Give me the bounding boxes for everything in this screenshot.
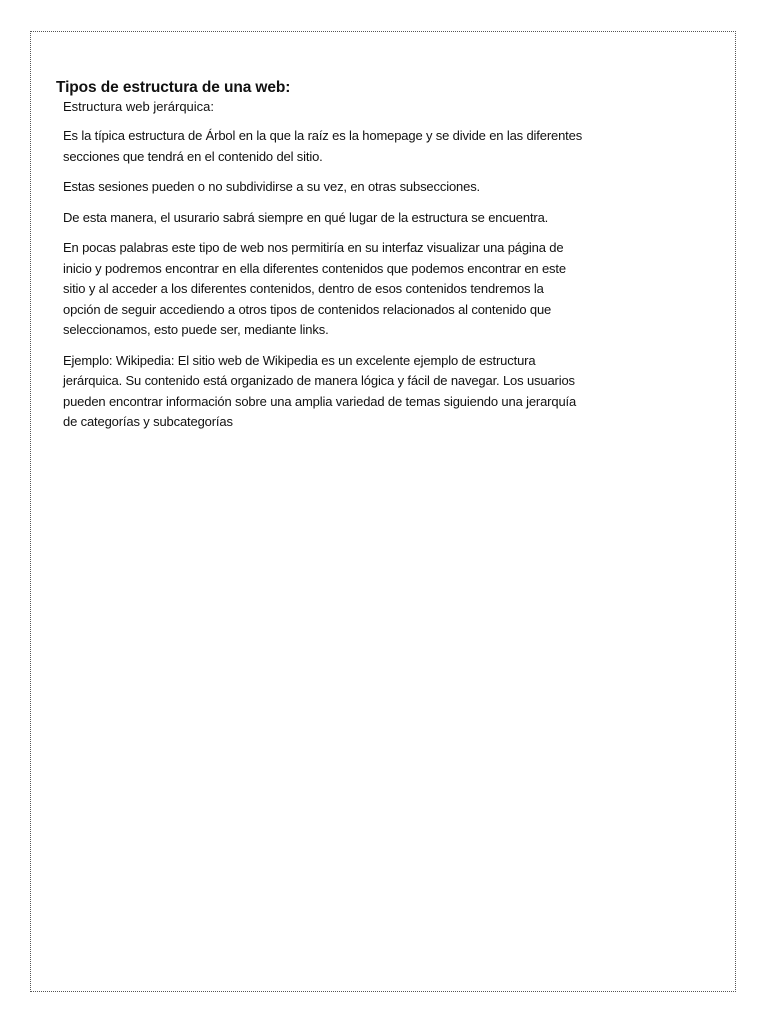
paragraph-tree-structure — [63, 126, 656, 167]
paragraph-example-wikipedia — [63, 351, 656, 433]
paragraph-line: opción de seguir accediendo a otros tipos de contenidos relacionados al contenido que — [63, 301, 552, 317]
document-title: Tipos de estructura de una web: — [56, 79, 291, 96]
section-subtitle: Estructura web jerárquica: — [63, 99, 215, 114]
paragraph-line: Ejemplo: Wikipedia: El sitio web de Wikipedia es un excelente ejemplo de estructura — [63, 352, 536, 368]
paragraph-line: inicio y podremos encontrar en ella diferentes contenidos que podemos encontrar en este — [63, 260, 566, 276]
paragraph-line: pueden encontrar información sobre una amplia variedad de temas siguiendo una jerarquía — [63, 393, 577, 409]
paragraph-line: De esta manera, el usurario sabrá siempre en qué lugar de la estructura se encuentra. — [63, 209, 549, 225]
paragraph-line: Estas sesiones pueden o no subdividirse a su vez, en otras subsecciones. — [63, 179, 481, 194]
paragraph-line: de categorías y subcategorías — [63, 414, 233, 429]
paragraph-subsections — [63, 177, 656, 198]
paragraph-line: Es la típica estructura de Árbol en la que la raíz es la homepage y se divide en las diferentes — [63, 128, 583, 143]
paragraph-user-location — [63, 208, 656, 229]
paragraph-line: secciones que tendrá en el contenido del sitio. — [63, 148, 323, 164]
paragraph-line: En pocas palabras este tipo de web nos permitiría en su interfaz visualizar una página de — [63, 240, 564, 255]
document-content — [56, 78, 656, 443]
paragraph-line: jerárquica. Su contenido está organizado de manera lógica y fácil de navegar. Los usuarios — [63, 373, 575, 388]
paragraph-summary — [63, 238, 656, 341]
paragraph-line: seleccionamos, esto puede ser, mediante links. — [63, 322, 329, 337]
paragraph-line: sitio y al acceder a los diferentes contenidos, dentro de esos contenidos tendremos la — [63, 281, 544, 296]
